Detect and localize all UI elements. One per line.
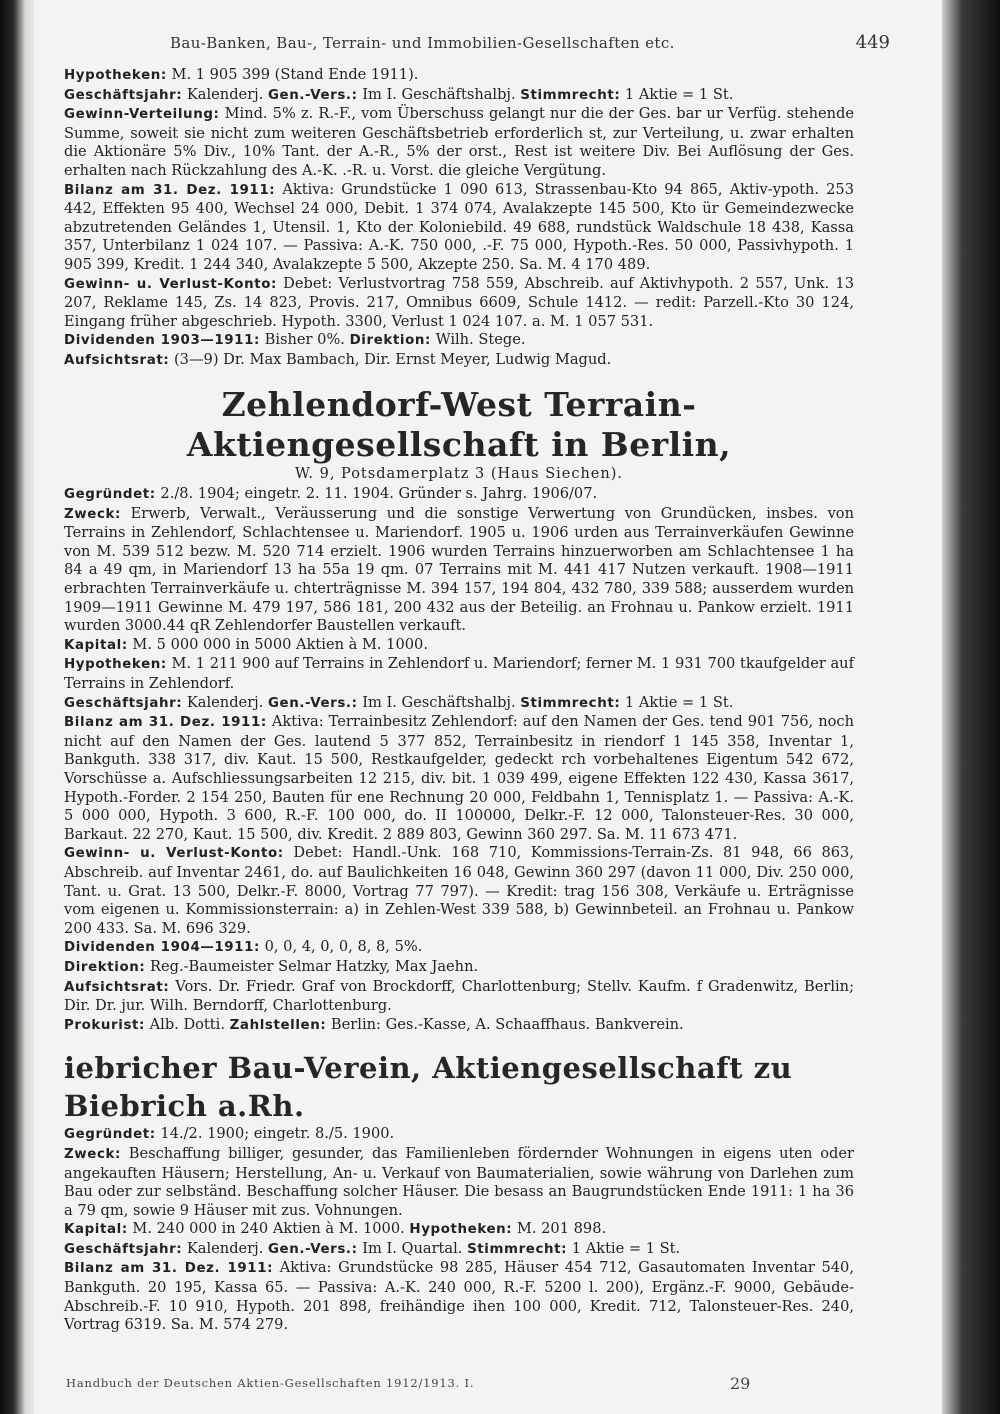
entry-label: Stimmrecht: bbox=[520, 87, 621, 103]
entry-label: Bilanz am 31. Dez. 1911: bbox=[64, 1261, 274, 1277]
entry-label: Stimmrecht: bbox=[520, 695, 621, 711]
entry-text: M. 5 000 000 in 5000 Aktien à M. 1000. bbox=[127, 635, 428, 653]
entry-label: Gegründet: bbox=[64, 487, 156, 503]
entry-text: Wilh. Stege. bbox=[430, 331, 526, 349]
entry-text: (3—9) Dr. Max Bambach, Dir. Ernst Meyer, Ludwig Magud. bbox=[169, 350, 612, 368]
entry-label: Gen.-Vers.: bbox=[267, 87, 358, 103]
entry-text: Debet: Handl.-Unk. 168 710, Kommissions-Terrain-Zs. 81 948, 66 863, Abschreib. auf Inventar 2461, do. auf Baulichkeiten 16 048, Gewinn 360 297 (davon 11 000, Div. 250 000, Tant. u. Grat. 13 500, Delkr.-F. 8000, Vortrag 77 797). — Kredit: trag 156 308, Verkäufe u. Erträgnisse vom eigenen u. Kommissionsterrain: a) in Zehlen-West 339 588, b) Gewinnbeteil. an Frohnau u. Pankow 200 433. Sa. M. 696 329. bbox=[64, 844, 854, 937]
entry-paragraph bbox=[64, 86, 854, 106]
document-page bbox=[34, 0, 942, 1414]
entry-paragraph bbox=[64, 1145, 854, 1220]
entry-paragraph bbox=[64, 485, 854, 505]
entry-text: Aktiva: Grundstücke 1 090 613, Strassenbau-Kto 94 865, Aktiv-ypoth. 253 442, Effekten 95 400, Wechsel 24 000, Debit. 1 374 074, Avalakzepte 145 500, Kto ür Gemeindezwecke abzutretenden Geländes 1, Utensil. 1, Kto der Koloniebild. 49 688, rundstück Waldschule 18 438, Kassa 357, Unterbilanz 1 024 107. — Passiva: A.-K. 750 000, .-F. 75 000, Hypoth.-Res. 50 000, Passivhypoth. 1 905 399, Kredit. 1 244 340, Avalakzepte 5 500, Akzepte 250. Sa. M. 4 170 489. bbox=[64, 180, 854, 273]
page-header bbox=[170, 32, 890, 56]
entry-label: Gewinn- u. Verlust-Konto: bbox=[64, 276, 277, 292]
entry-text: 14./2. 1900; eingetr. 8./5. 1900. bbox=[155, 1125, 395, 1143]
entry-label: Bilanz am 31. Dez. 1911: bbox=[64, 182, 276, 198]
page-footer bbox=[66, 1374, 856, 1393]
entry-text: Erwerb, Verwalt., Veräusserung und die sonstige Verwertung von Grundücken, insbes. von Terrains in Zehlendorf, Schlachtensee u. Mariendorf. 1905 u. 1906 urden aus Terrainverkäufen Gewinne von M. 539 512 bezw. M. 520 714 erzielt. 1906 wurden Terrains hinzuerworben am Schlachtensee 1 ha 84 a 49 qm, in Mariendorf 13 ha 55a 19 qm. 07 Terrains mit M. 441 417 Nutzen verkauft. 1908—1911 erbrachten Terrainverkäufe u. chterträgnisse M. 394 157, 194 804, 432 780, 339 588; ausserdem wurden 1909—1911 Gewinne M. 479 197, 586 181, 200 432 aus der Beteilig. an Frohnau u. Pankow erzielt. 1911 wurden 3000.44 qR Zehlendorfer Baustellen verkauft. bbox=[64, 504, 854, 635]
entry-label: Zweck: bbox=[64, 506, 121, 522]
entry-paragraph bbox=[64, 1016, 854, 1036]
entry-text: 1 Aktie = 1 St. bbox=[567, 1239, 681, 1257]
entry-paragraph bbox=[64, 351, 854, 371]
entry-label: Hypotheken: bbox=[64, 657, 167, 673]
entry-text: Beschaffung billiger, gesunder, das Familienleben fördernder Wohnungen in eigens uten oder angekauften Häusern; Herstellung, An- u. Verkauf von Baumaterialien, sowie währung von Darlehen zum Bau oder zur selbständ. Beschaffung solcher Häuser. Die besass an Baugrundstücken Ende 1911: 1 ha 36 a 79 qm, sowie 9 Häuser mit zus. Vohnungen. bbox=[64, 1144, 854, 1219]
entry-label: Aufsichtsrat: bbox=[64, 979, 170, 995]
binding-shadow-left bbox=[0, 0, 34, 1414]
entry-text: Kalenderj. bbox=[182, 85, 268, 103]
entry-label: Geschäftsjahr: bbox=[64, 1241, 183, 1257]
entry-text: 1 Aktie = 1 St. bbox=[620, 85, 734, 103]
entry-text: M. 1 905 399 (Stand Ende 1911). bbox=[166, 66, 419, 83]
entry-text: Debet: Verlustvortrag 758 559, Abschreib. auf Aktivhypoth. 2 557, Unk. 13 207, Reklame 145, Zs. 14 823, Provis. 217, Omnibus 6609, Schule 1412. — redit: Parzell.-Kto 30 124, Eingang früher abgeschrieb. Hypoth. 3300, Verlust 1 024 107. a. M. 1 057 531. bbox=[64, 274, 854, 330]
footer-publication: Handbuch der Deutschen Aktien-Gesellschaften 1912/1913. I. bbox=[66, 1376, 475, 1390]
entry-label: Zahlstellen: bbox=[229, 1017, 327, 1033]
entry-label: Direktion: bbox=[64, 959, 146, 975]
entry-text: 1 Aktie = 1 St. bbox=[620, 693, 734, 711]
entry-paragraph bbox=[64, 655, 854, 693]
entry-text: M. 1 211 900 auf Terrains in Zehlendorf u. Mariendorf; ferner M. 1 931 700 tkaufgelder auf Terrains in Zehlendorf. bbox=[64, 655, 854, 693]
binding-shadow-right bbox=[942, 0, 1000, 1414]
entry-label: Kapital: bbox=[64, 637, 128, 653]
entry-paragraph bbox=[64, 1240, 854, 1260]
entry-text: 0, 0, 4, 0, 0, 8, 8, 5%. bbox=[259, 938, 423, 956]
entry-text: M. 201 898. bbox=[512, 1220, 607, 1238]
entry-text: Berlin: Ges.-Kasse, A. Schaaffhaus. Bankverein. bbox=[326, 1015, 684, 1033]
entry-label: Aufsichtsrat: bbox=[64, 352, 170, 368]
entry-label: Kapital: bbox=[64, 1222, 128, 1238]
entry-text: Alb. Dotti. bbox=[144, 1015, 230, 1033]
entry-paragraph bbox=[64, 505, 854, 636]
entry-text: Vors. Dr. Friedr. Graf von Brockdorff, Charlottenburg; Stellv. Kaufm. f Gradenwitz, Berlin; Dir. Dr. jur. Wilh. Berndorff, Charlottenburg. bbox=[64, 977, 854, 1015]
page-content bbox=[64, 66, 854, 1335]
company-address-zehlendorf: W. 9, Potsdamerplatz 3 (Haus Siechen). bbox=[295, 465, 623, 482]
entry-label: Zweck: bbox=[64, 1146, 121, 1162]
entry-paragraph bbox=[64, 938, 854, 958]
entry-paragraph bbox=[64, 181, 854, 275]
entry-paragraph bbox=[64, 275, 854, 332]
running-title: Bau-Banken, Bau-, Terrain- und Immobilien-Gesellschaften etc. bbox=[170, 34, 675, 52]
entry-label: Hypotheken: bbox=[64, 68, 167, 83]
entry-label: Hypotheken: bbox=[409, 1222, 513, 1238]
entry-label: Dividenden 1903—1911: bbox=[64, 333, 260, 349]
entry-paragraph bbox=[64, 713, 854, 844]
entry-text: M. 240 000 in 240 Aktien à M. 1000. bbox=[127, 1220, 410, 1238]
entry-label: Prokurist: bbox=[64, 1017, 145, 1033]
company-title-zehlendorf: Zehlendorf-West Terrain-Aktiengesellschaft in Berlin, bbox=[186, 384, 732, 464]
entry-label: Gen.-Vers.: bbox=[267, 1241, 358, 1257]
entry-label: Dividenden 1904—1911: bbox=[64, 940, 260, 956]
entry-text: Bisher 0%. bbox=[259, 331, 350, 349]
entry-label: Gen.-Vers.: bbox=[267, 695, 358, 711]
entry-paragraph bbox=[64, 844, 854, 938]
entry-paragraph bbox=[64, 978, 854, 1016]
entry-label: Direktion: bbox=[349, 333, 431, 349]
section-previous-company bbox=[64, 66, 854, 371]
entry-paragraph bbox=[64, 66, 854, 86]
entry-text: Aktiva: Grundstücke 98 285, Häuser 454 712, Gasautomaten Inventar 540, Bankguth. 20 195, Kassa 65. — Passiva: A.-K. 240 000, R.-F. 5200 l. 200), Ergänz.-F. 9000, Gebäude-Abschreib.-F. 10 910, Hypoth. 201 898, freihändige ihen 100 000, Kredit. 712, Talonsteuer-Res. 240, Vortrag 6319. Sa. M. 574 279. bbox=[64, 1259, 854, 1334]
entry-text: Im I. Geschäftshalbj. bbox=[357, 85, 521, 103]
entry-paragraph bbox=[64, 958, 854, 978]
entry-label: Stimmrecht: bbox=[467, 1241, 568, 1257]
entry-label: Gewinn-Verteilung: bbox=[64, 107, 220, 123]
footer-folio: 29 bbox=[730, 1374, 751, 1393]
entry-text: Aktiva: Terrainbesitz Zehlendorf: auf den Namen der Ges. tend 901 756, noch nicht auf den Namen der Ges. lautend 5 377 852, Terrainbesitz in riendorf 1 145 358, Inventar 1, Bankguth. 338 317, div. Kaut. 15 500, Restkaufgelder, gedeckt rch vorbehaltenes Eigentum 542 672, Vorschüsse a. Aufschliessungsarbeiten 12 215, div. bit. 1 039 499, eigene Effekten 122 430, Kassa 3617, Hypoth.-Forder. 2 154 250, Bauten für ene Rechnung 20 000, Feldbahn 1, Tennisplatz 1. — Passiva: A.-K. 5 000 000, Hypoth. 3 600, R.-F. 100 000, do. II 100000, Delkr.-F. 12 000, Talonsteuer-Res. 30 000, Barkaut. 22 270, Kaut. 15 500, div. Kredit. 2 889 803, Gewinn 360 297. Sa. M. 11 673 471. bbox=[64, 713, 854, 843]
entry-paragraph bbox=[64, 1220, 854, 1240]
entry-label: Bilanz am 31. Dez. 1911: bbox=[64, 715, 267, 731]
entry-text: 2./8. 1904; eingetr. 2. 11. 1904. Gründer s. Jahrg. 1906/07. bbox=[155, 485, 598, 503]
entry-text: Im I. Geschäftshalbj. bbox=[357, 693, 521, 711]
entry-label: Geschäftsjahr: bbox=[64, 695, 183, 711]
entry-text: Im I. Quartal. bbox=[357, 1239, 468, 1257]
entry-paragraph bbox=[64, 694, 854, 714]
entry-text: Mind. 5% z. R.-F., vom Überschuss gelangt nur die der Ges. bar ur Verfüg. stehende Summe, soweit sie nicht zum weiteren Geschäftsbetrieb erforderlich st, zur Verteilung, u. zwar erhalten die Aktionäre 5% Div., 10% Tant. der A.-R., 5% der orst., Rest ist weitere Div. Bei Auflösung der Ges. erhalten nach Rückzahlung des A.-K. .-R. u. Vorst. die gleiche Vergütung. bbox=[64, 105, 854, 179]
page-number: 449 bbox=[855, 32, 890, 53]
company-title-biebrich: iebricher Bau-Verein, Aktiengesellschaft zu Biebrich a.Rh. bbox=[64, 1051, 793, 1124]
entry-paragraph bbox=[64, 105, 854, 180]
entry-text: Reg.-Baumeister Selmar Hatzky, Max Jaehn. bbox=[145, 957, 479, 975]
entry-paragraph bbox=[64, 636, 854, 656]
entry-text: Kalenderj. bbox=[182, 1239, 268, 1257]
entry-text: Kalenderj. bbox=[182, 693, 268, 711]
entry-paragraph bbox=[64, 1125, 854, 1145]
entry-label: Gewinn- u. Verlust-Konto: bbox=[64, 846, 284, 862]
entry-label: Gegründet: bbox=[64, 1127, 156, 1143]
entry-paragraph bbox=[64, 331, 854, 351]
section-biebrich bbox=[64, 1125, 854, 1335]
entry-label: Geschäftsjahr: bbox=[64, 87, 183, 103]
section-zehlendorf bbox=[64, 485, 854, 1035]
entry-paragraph bbox=[64, 1259, 854, 1334]
